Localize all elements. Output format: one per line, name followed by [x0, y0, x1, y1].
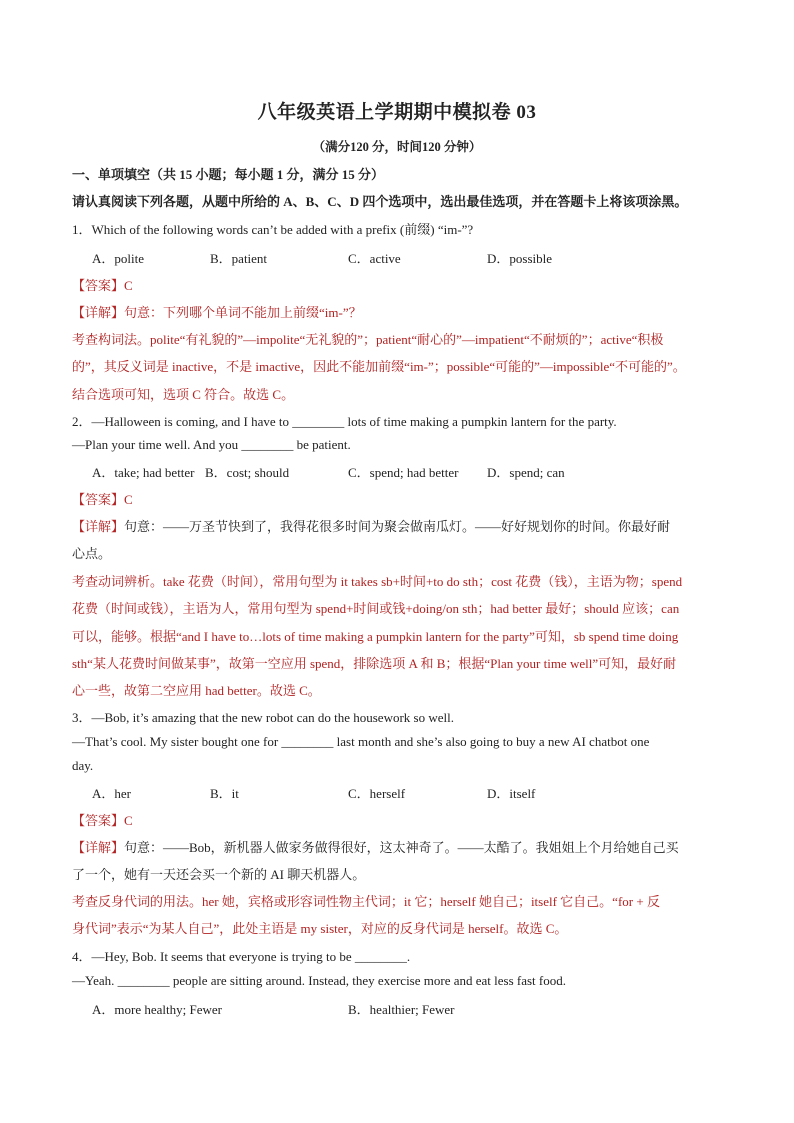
- q1-meaning: 句意：下列哪个单词不能加上前缀“im-”？: [124, 305, 362, 320]
- q2-explanation-4: sth“某人花费时间做某事”，故第一空应用 spend，排除选项 A 和 B；根据“Plan your time well”可知，最好耐: [72, 656, 677, 671]
- q2-explanation-1: 考查动词辨析。take 花费（时间），常用句型为 it takes sb+时间+to do sth；cost 花费（钱），主语为物；spend: [72, 574, 683, 589]
- q2-option-d: D．spend; can: [487, 465, 565, 480]
- q1-option-d: D．possible: [487, 251, 553, 266]
- q1-option-a: A．polite: [92, 251, 144, 266]
- q1-answer: [72, 275, 133, 294]
- q4-option-b: B．healthier; Fewer: [348, 1002, 455, 1017]
- q3-explanation-1: 考查反身代词的用法。her 她，宾格或形容词性物主代词；it 它；herself 她自己；itself 它自己。“for + 反: [72, 894, 660, 909]
- detail-label: 【详解】: [72, 840, 125, 855]
- q3-stem-1: 3．—Bob, it’s amazing that the new robot can do the housework so well.: [72, 710, 454, 725]
- q2-meaning-2: 心点。: [72, 546, 112, 561]
- page-subtitle: （满分120 分，时间120 分钟）: [312, 140, 482, 154]
- q2-option-b: B．cost; should: [205, 465, 290, 480]
- q2-stem-1: 2．—Halloween is coming, and I have to ________ lots of time making a pumpkin lantern for the party.: [72, 414, 617, 429]
- q1-option-c: C．active: [348, 251, 401, 266]
- answer-label: 【答案】: [72, 278, 125, 293]
- q3-option-b: B．it: [210, 786, 239, 801]
- q3-answer-value: C: [124, 813, 133, 828]
- q3-option-a: A．her: [92, 786, 131, 801]
- q3-detail: [72, 837, 679, 856]
- detail-label: 【详解】: [72, 519, 125, 534]
- q2-explanation-2: 花费（时间或钱），主语为人，常用句型为 spend+时间或钱+doing/on sth；had better 最好；should 应该；can: [72, 601, 680, 616]
- q4-stem-1: 4．—Hey, Bob. It seems that everyone is trying to be ________.: [72, 949, 411, 964]
- q2-explanation-3: 可以，能够。根据“and I have to…lots of time making a pumpkin lantern for the party”可知，sb spend time doing: [72, 629, 679, 644]
- q2-option-a: A．take; had better: [92, 465, 195, 480]
- q1-detail: [72, 302, 362, 321]
- q2-answer: [72, 489, 133, 508]
- q3-answer: [72, 810, 133, 829]
- q1-stem: 1．Which of the following words can’t be added with a prefix (前缀) “im-”?: [72, 222, 474, 237]
- q1-explanation-1: 考查构词法。polite“有礼貌的”—impolite“无礼貌的”；patient“耐心的”—impatient“不耐烦的”；active“积极: [72, 332, 664, 347]
- q3-stem-2: —That’s cool. My sister bought one for ________ last month and she’s also going to buy a new AI chatbot one: [72, 734, 650, 749]
- q3-meaning-1: 句意：——Bob，新机器人做家务做得很好，这太神奇了。——太酷了。我姐姐上个月给她自己买: [124, 840, 679, 855]
- answer-label: 【答案】: [72, 813, 125, 828]
- q4-option-a: A．more healthy; Fewer: [92, 1002, 222, 1017]
- q3-stem-3: day.: [72, 758, 94, 773]
- q2-detail: [72, 516, 670, 535]
- q1-answer-value: C: [124, 278, 133, 293]
- detail-label: 【详解】: [72, 305, 125, 320]
- q2-explanation-5: 心一些，故第二空应用 had better。故选 C。: [72, 683, 321, 698]
- q4-stem-2: —Yeah. ________ people are sitting around. Instead, they exercise more and eat less fast food.: [72, 973, 566, 988]
- q2-stem-2: —Plan your time well. And you ________ be patient.: [72, 437, 351, 452]
- q3-explanation-2: 身代词”表示“为某人自己”，此处主语是 my sister，对应的反身代词是 herself。故选 C。: [72, 921, 568, 936]
- answer-label: 【答案】: [72, 492, 125, 507]
- q1-explanation-2: 的”，其反义词是 inactive，不是 imactive，因此不能加前缀“im-”；possible“可能的”—impossible“不可能的”。: [72, 359, 686, 374]
- q1-option-b: B．patient: [210, 251, 268, 266]
- q2-meaning-1: 句意：——万圣节快到了，我得花很多时间为聚会做南瓜灯。——好好规划你的时间。你最好耐: [124, 519, 671, 534]
- q3-meaning-2: 了一个，她有一天还会买一个新的 AI 聊天机器人。: [72, 867, 366, 882]
- page-title: 八年级英语上学期期中模拟卷 03: [257, 102, 537, 123]
- section-heading: 一、单项填空（共 15 小题；每小题 1 分，满分 15 分）: [72, 167, 385, 182]
- q2-option-c: C．spend; had better: [348, 465, 459, 480]
- section-instruction: 请认真阅读下列各题，从题中所给的 A、B、C、D 四个选项中，选出最佳选项，并在答题卡上将该项涂黑。: [72, 194, 688, 209]
- q1-explanation-3: 结合选项可知，选项 C 符合。故选 C。: [72, 387, 295, 402]
- q3-option-d: D．itself: [487, 786, 536, 801]
- q3-option-c: C．herself: [348, 786, 406, 801]
- q2-answer-value: C: [124, 492, 133, 507]
